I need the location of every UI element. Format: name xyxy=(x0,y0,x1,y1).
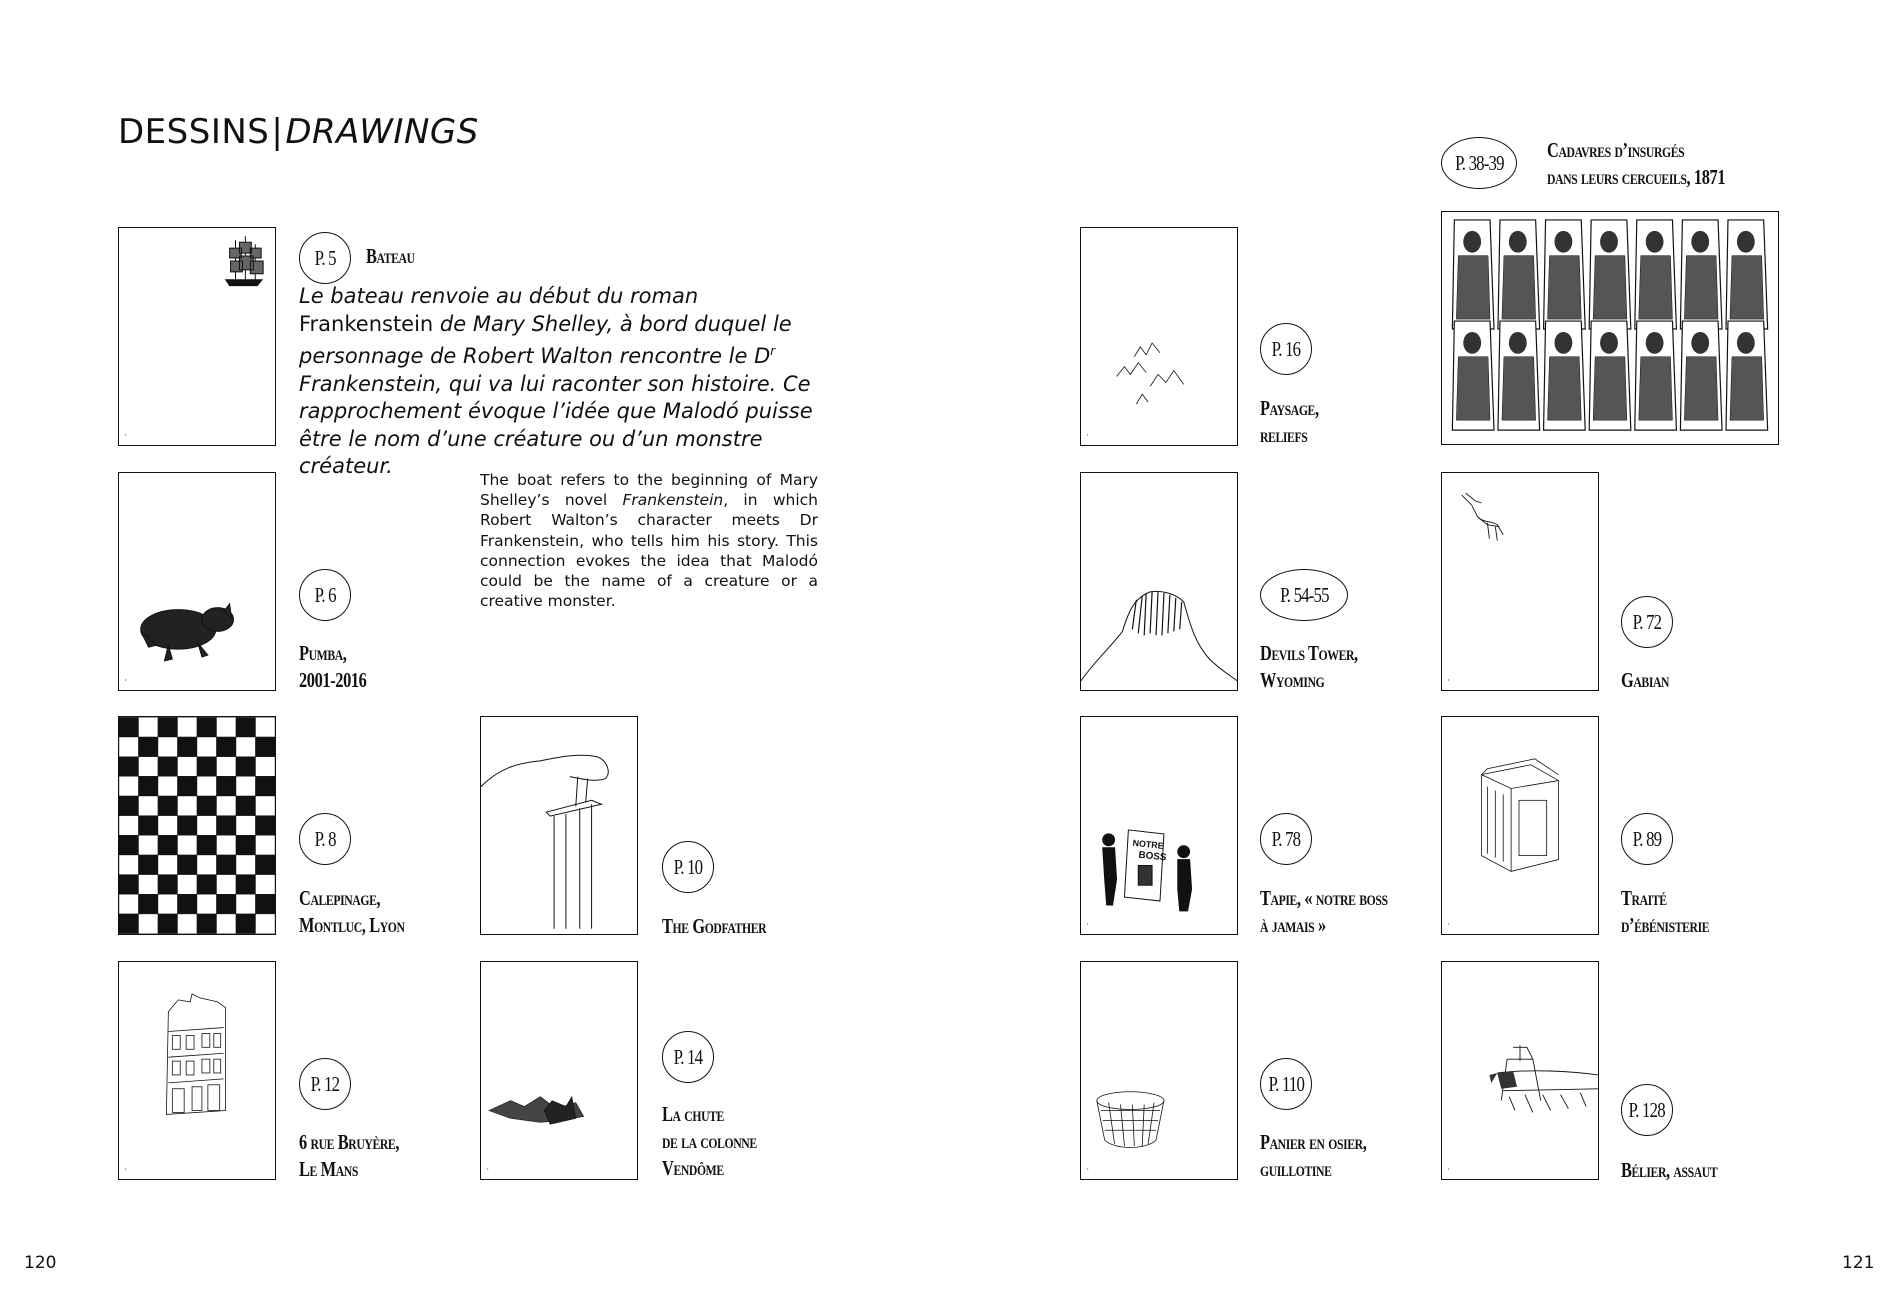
checker-tile xyxy=(236,737,256,757)
caption-line: Calepinage, xyxy=(299,886,381,910)
mountains-drawing-icon xyxy=(1081,228,1237,445)
body-head xyxy=(1646,332,1664,354)
caption-line: Tapie, « notre boss xyxy=(1260,886,1388,910)
body-head xyxy=(1509,231,1527,253)
checker-tile xyxy=(197,875,217,895)
checker-tile xyxy=(178,737,198,757)
thumbnail-colonne-vendome[interactable] xyxy=(480,961,638,1180)
checker-tile xyxy=(178,914,198,934)
page-ref: P. 8 xyxy=(314,826,336,851)
caption-line: Wyoming xyxy=(1260,668,1325,692)
checker-tile xyxy=(217,855,237,875)
page-number-left: 120 xyxy=(24,1253,57,1273)
caption-line: Panier en osier, xyxy=(1260,1130,1367,1154)
body-shape xyxy=(1639,357,1673,420)
checker-tile xyxy=(119,894,139,914)
page-ref: P. 110 xyxy=(1268,1071,1304,1096)
body-head xyxy=(1691,231,1709,253)
intro-en-lead: The boat refers to the beginning of Mary Shelley’s novel xyxy=(480,471,818,510)
caption-line: d’ébénisterie xyxy=(1621,913,1710,937)
caption-pumba xyxy=(299,640,366,694)
basket-drawing-icon xyxy=(1081,962,1237,1179)
title-english: DRAWINGS xyxy=(285,112,479,152)
checker-tile xyxy=(119,914,139,934)
checker-tile xyxy=(139,875,159,895)
thumbnail-bateau[interactable] xyxy=(118,227,276,446)
dog-drawing-icon xyxy=(119,473,275,690)
body-shape xyxy=(1456,256,1490,319)
checker-tile xyxy=(158,855,178,875)
checker-tile xyxy=(236,914,256,934)
body-head xyxy=(1554,332,1572,354)
page-badge xyxy=(1621,596,1673,648)
body-head xyxy=(1463,231,1481,253)
page-badge xyxy=(299,813,351,865)
checker-tile xyxy=(178,835,198,855)
checker-tile xyxy=(256,875,276,895)
checker-tile xyxy=(178,855,198,875)
checker-tile xyxy=(119,776,139,796)
checker-tile xyxy=(217,835,237,855)
page-ref: P. 38-39 xyxy=(1454,150,1504,175)
intro-fr-title: Frankenstein xyxy=(299,311,434,336)
page-title xyxy=(118,112,479,152)
body-head xyxy=(1554,231,1572,253)
thumbnail-belier[interactable] xyxy=(1441,961,1599,1180)
checker-tile xyxy=(119,717,139,737)
checker-tile xyxy=(236,875,256,895)
checker-tile xyxy=(178,894,198,914)
checker-tile xyxy=(158,776,178,796)
thumbnail-rue-bruyere[interactable] xyxy=(118,961,276,1180)
caption-line: 6 rue Bruyère, xyxy=(299,1130,400,1154)
checker-tile xyxy=(119,816,139,836)
title-french: DESSINS xyxy=(118,112,270,152)
checker-tile xyxy=(158,816,178,836)
body-head xyxy=(1691,332,1709,354)
body-shape xyxy=(1502,357,1536,420)
checker-tile xyxy=(178,717,198,737)
page-marker: • xyxy=(125,677,127,682)
intro-text-english xyxy=(480,470,818,611)
caption-line: Le Mans xyxy=(299,1157,358,1181)
checker-tile xyxy=(197,776,217,796)
body-shape xyxy=(1639,256,1673,319)
checker-tile xyxy=(158,757,178,777)
body-head xyxy=(1646,231,1664,253)
caption-line: 2001-2016 xyxy=(299,668,367,692)
page-marker: • xyxy=(1448,677,1450,682)
body-shape xyxy=(1593,256,1627,319)
checker-tile xyxy=(139,757,159,777)
thumbnail-panier[interactable] xyxy=(1080,961,1238,1180)
checker-tile xyxy=(197,737,217,757)
caption-godfather xyxy=(662,913,766,940)
page-badge xyxy=(1260,323,1312,375)
battering-ram-drawing-icon xyxy=(1442,962,1598,1179)
caption-line: La chute xyxy=(662,1102,724,1126)
checker-tile xyxy=(217,914,237,934)
page-marker: • xyxy=(1087,921,1089,926)
page-ref: P. 12 xyxy=(310,1071,340,1096)
checker-tile xyxy=(256,776,276,796)
body-shape xyxy=(1593,357,1627,420)
caption-panier xyxy=(1260,1129,1366,1183)
thumbnail-tapie[interactable] xyxy=(1080,716,1238,935)
caption-devils-tower xyxy=(1260,640,1358,694)
checker-tile xyxy=(217,717,237,737)
body-shape xyxy=(1548,256,1582,319)
page-ref: P. 128 xyxy=(1628,1097,1666,1122)
page-ref: P. 5 xyxy=(314,245,336,270)
checker-tile xyxy=(217,796,237,816)
devils-tower-drawing-icon xyxy=(1081,473,1237,690)
body-shape xyxy=(1502,256,1536,319)
body-head xyxy=(1509,332,1527,354)
checker-tile xyxy=(236,757,256,777)
thumbnail-paysage[interactable] xyxy=(1080,227,1238,446)
page-ref: P. 78 xyxy=(1271,826,1301,851)
checker-tile xyxy=(139,796,159,816)
checker-tile xyxy=(119,757,139,777)
page-marker: • xyxy=(125,1166,127,1171)
body-shape xyxy=(1730,256,1764,319)
checker-tile xyxy=(178,796,198,816)
checker-tile xyxy=(236,717,256,737)
checker-tile xyxy=(256,835,276,855)
checker-tile xyxy=(256,796,276,816)
caption-bateau xyxy=(366,243,415,270)
intro-en-tail: , in which Robert Walton’s character meets Dr Frankenstein, who tells him his story. This connection evokes the idea that Malodó could be the name of a creature or a creative monster. xyxy=(480,491,818,611)
page-badge xyxy=(299,1058,351,1110)
checker-tile xyxy=(119,875,139,895)
page-badge xyxy=(299,569,351,621)
caption-colonne-vendome xyxy=(662,1101,757,1182)
protest-sign-line-2: BOSS xyxy=(1137,849,1167,864)
checker-tile xyxy=(139,717,159,737)
checker-tile xyxy=(236,776,256,796)
thumbnail-pumba[interactable] xyxy=(118,472,276,691)
checker-tile xyxy=(139,855,159,875)
protest-sign-line-1: NOTRE xyxy=(1132,837,1165,851)
building-drawing-icon xyxy=(119,962,275,1179)
intro-fr-lead: Le bateau renvoie au début du roman xyxy=(299,284,699,308)
caption-belier xyxy=(1621,1157,1717,1184)
page-badge xyxy=(1260,813,1312,865)
seagull-drawing-icon xyxy=(1442,473,1598,690)
checker-tile xyxy=(217,737,237,757)
checker-tile xyxy=(119,737,139,757)
caption-line: Traité xyxy=(1621,886,1667,910)
checker-tile xyxy=(178,875,198,895)
checker-tile xyxy=(197,717,217,737)
caption-line: Pumba, xyxy=(299,641,347,665)
title-separator: | xyxy=(271,112,284,152)
checker-tile xyxy=(217,757,237,777)
checker-tile xyxy=(256,816,276,836)
ship-drawing-icon xyxy=(119,228,275,445)
page-ref: P. 10 xyxy=(673,854,703,879)
caption-line: reliefs xyxy=(1260,423,1308,447)
checker-tile xyxy=(217,894,237,914)
page-marker: • xyxy=(487,1166,489,1171)
caption-line: Bateau xyxy=(366,244,415,268)
caption-ebenisterie xyxy=(1621,885,1709,939)
caption-line: Cadavres d’insurgés xyxy=(1547,138,1685,162)
thumbnail-devils-tower[interactable] xyxy=(1080,472,1238,691)
checker-tile xyxy=(256,894,276,914)
caption-line: dans leurs cercueils, 1871 xyxy=(1547,165,1726,189)
checkerboard-drawing-icon xyxy=(119,717,275,934)
page-marker: • xyxy=(1448,921,1450,926)
page-badge xyxy=(299,232,351,284)
page-badge xyxy=(1260,1058,1312,1110)
rubble-drawing-icon xyxy=(481,962,637,1179)
body-shape xyxy=(1548,357,1582,420)
checker-tile xyxy=(236,816,256,836)
checker-tile xyxy=(158,835,178,855)
checker-tile xyxy=(197,894,217,914)
checker-tile xyxy=(217,776,237,796)
page-marker: • xyxy=(1448,1166,1450,1171)
coffins-drawing-icon xyxy=(1442,212,1778,444)
checker-tile xyxy=(236,855,256,875)
page-ref: P. 54-55 xyxy=(1279,582,1329,607)
page-marker: • xyxy=(1087,1166,1089,1171)
thumbnail-ebenisterie[interactable] xyxy=(1441,716,1599,935)
checker-tile xyxy=(256,717,276,737)
checker-tile xyxy=(217,816,237,836)
checker-tile xyxy=(197,816,217,836)
page-marker: • xyxy=(125,432,127,437)
thumbnail-gabian[interactable] xyxy=(1441,472,1599,691)
body-head xyxy=(1600,231,1618,253)
checker-tile xyxy=(236,835,256,855)
checker-tile xyxy=(139,776,159,796)
page-badge xyxy=(1621,813,1673,865)
checker-tile xyxy=(119,855,139,875)
page-badge xyxy=(662,1031,714,1083)
checker-tile xyxy=(236,796,256,816)
checker-tile xyxy=(256,757,276,777)
page-badge xyxy=(1260,569,1348,621)
caption-line: Devils Tower, xyxy=(1260,641,1358,665)
caption-line: Bélier, assaut xyxy=(1621,1158,1718,1182)
page-ref: P. 14 xyxy=(673,1044,703,1069)
checker-tile xyxy=(139,894,159,914)
checker-tile xyxy=(158,894,178,914)
body-shape xyxy=(1684,256,1718,319)
body-shape xyxy=(1456,357,1490,420)
intro-en-title: Frankenstein xyxy=(622,491,724,510)
caption-cadavres xyxy=(1547,137,1725,191)
checker-tile xyxy=(256,914,276,934)
caption-line: Vendôme xyxy=(662,1156,724,1180)
cabinet-drawing-icon xyxy=(1442,717,1598,934)
body-shape xyxy=(1730,357,1764,420)
caption-paysage xyxy=(1260,395,1319,449)
caption-rue-bruyere xyxy=(299,1129,399,1183)
checker-tile xyxy=(139,816,159,836)
checker-tile xyxy=(197,757,217,777)
page-ref: P. 16 xyxy=(1271,336,1301,361)
body-shape xyxy=(1684,357,1718,420)
checker-tile xyxy=(217,875,237,895)
caption-tapie xyxy=(1260,885,1388,939)
caption-calepinage xyxy=(299,885,405,939)
checker-tile xyxy=(178,757,198,777)
checker-tile xyxy=(158,717,178,737)
checker-tile xyxy=(197,835,217,855)
page-marker: • xyxy=(1087,432,1089,437)
page-ref: P. 6 xyxy=(314,582,336,607)
intro-fr-sup: r xyxy=(770,344,776,358)
checker-tile xyxy=(256,737,276,757)
checker-tile xyxy=(139,737,159,757)
intro-fr-tail: Frankenstein, qui va lui raconter son histoire. Ce rapprochement évoque l’idée que Malodó puisse être le nom d’une créature ou d’un monstre créateur. xyxy=(299,371,813,478)
checker-tile xyxy=(236,894,256,914)
checker-tile xyxy=(256,855,276,875)
page-ref: P. 89 xyxy=(1632,826,1662,851)
caption-line: Paysage, xyxy=(1260,396,1319,420)
intro-text-french xyxy=(299,283,819,481)
caption-line: Gabian xyxy=(1621,668,1670,692)
body-head xyxy=(1463,332,1481,354)
checker-tile xyxy=(139,914,159,934)
checker-tile xyxy=(197,796,217,816)
thumbnail-godfather[interactable] xyxy=(480,716,638,935)
checker-tile xyxy=(139,835,159,855)
checker-tile xyxy=(178,816,198,836)
thumbnail-calepinage[interactable] xyxy=(118,716,276,935)
body-head xyxy=(1737,332,1755,354)
body-head xyxy=(1600,332,1618,354)
checker-tile xyxy=(119,796,139,816)
thumbnail-cadavres[interactable] xyxy=(1441,211,1779,445)
caption-line: de la colonne xyxy=(662,1129,757,1153)
caption-line: Montluc, Lyon xyxy=(299,913,405,937)
caption-line: The Godfather xyxy=(662,914,767,938)
page-badge xyxy=(1621,1084,1673,1136)
checker-tile xyxy=(158,796,178,816)
checker-tile xyxy=(119,835,139,855)
page-badge xyxy=(1441,137,1517,189)
page-badge xyxy=(662,841,714,893)
intro-fr-mid: de Mary Shelley, à bord duquel le personnage de Robert Walton rencontre le D xyxy=(299,311,792,368)
checker-tile xyxy=(158,914,178,934)
caption-line: guillotine xyxy=(1260,1157,1332,1181)
puppet-hand-drawing-icon xyxy=(481,717,637,934)
body-head xyxy=(1737,231,1755,253)
checker-tile xyxy=(158,875,178,895)
checker-tile xyxy=(178,776,198,796)
checker-tile xyxy=(197,855,217,875)
page-number-right: 121 xyxy=(1842,1253,1875,1273)
protest-drawing-icon xyxy=(1081,717,1237,934)
checker-tile xyxy=(158,737,178,757)
caption-gabian xyxy=(1621,667,1669,694)
page-ref: P. 72 xyxy=(1632,609,1662,634)
caption-line: à jamais » xyxy=(1260,913,1326,937)
checker-tile xyxy=(197,914,217,934)
